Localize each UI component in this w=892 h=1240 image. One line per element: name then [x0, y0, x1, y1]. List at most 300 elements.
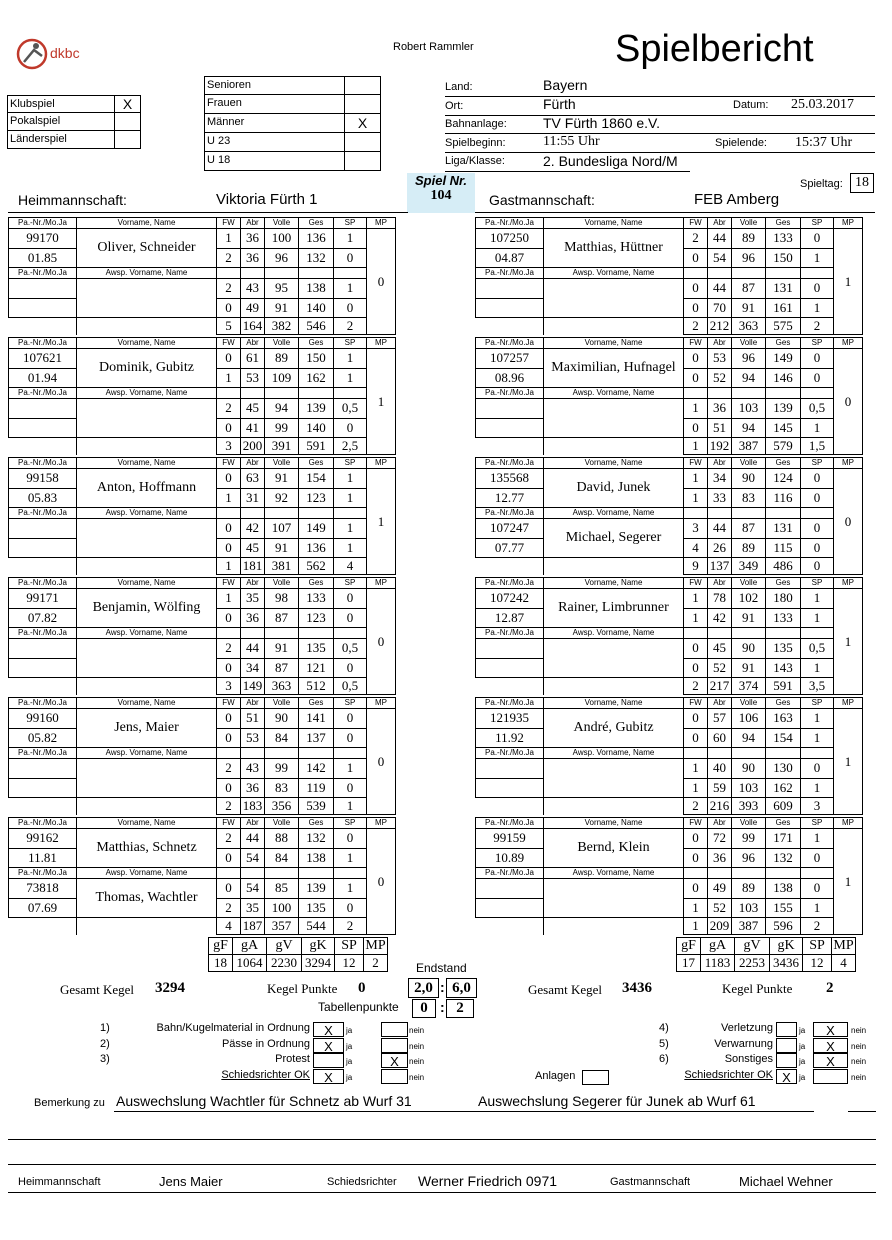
score-cell: 0 [334, 248, 367, 268]
score-cell: 139 [299, 399, 334, 419]
player-block [475, 337, 863, 455]
score-cell: 83 [732, 488, 766, 508]
category-mark [345, 76, 381, 95]
score-cell: 52 [708, 368, 732, 388]
ort-value: Fürth [543, 96, 576, 112]
pass-header: Pa.-Nr./Mo.Ja [9, 218, 77, 229]
score-cell: 1 [334, 538, 367, 558]
pass-header: Pa.-Nr./Mo.Ja [9, 338, 77, 349]
totals-header: gV [735, 938, 770, 955]
score-cell: 0 [217, 418, 241, 438]
player-birth: 11.81 [9, 848, 77, 868]
score-cell: 44 [708, 229, 732, 249]
score-cell: 40 [708, 759, 732, 779]
sub-pass [476, 399, 544, 419]
sub-birth [476, 658, 544, 678]
ort-label: Ort: [445, 100, 464, 112]
player-mp: 0 [367, 589, 396, 695]
score-cell: 36 [241, 229, 265, 249]
sub-birth [9, 778, 77, 798]
score-cell: 1 [801, 418, 834, 438]
total-cell: 192 [708, 438, 732, 455]
endstand-label: Endstand [416, 961, 467, 975]
score-cell: 146 [766, 368, 801, 388]
score-cell: 140 [299, 298, 334, 318]
volle-header: Volle [265, 698, 299, 709]
score-cell: 0 [684, 829, 708, 849]
volle-header: Volle [732, 578, 766, 589]
sub-name-header: Awsp. Vorname, Name [544, 268, 684, 279]
author: Robert Rammler [393, 41, 474, 53]
score-cell: 43 [241, 759, 265, 779]
fw-header: FW [684, 458, 708, 469]
score-cell: 155 [766, 898, 801, 918]
category-mark [345, 95, 381, 114]
player-block [8, 217, 396, 335]
score-cell: 44 [708, 519, 732, 539]
sub-birth [476, 898, 544, 918]
home-team-label: Heimmannschaft: [18, 192, 127, 208]
score-cell: 94 [732, 728, 766, 748]
score-cell: 90 [732, 639, 766, 659]
player-name: Matthias, Hüttner [544, 229, 684, 268]
total-cell: 3 [801, 798, 834, 815]
score-cell: 136 [299, 538, 334, 558]
total-cell: 209 [708, 918, 732, 935]
score-cell: 1 [684, 469, 708, 489]
ja-label: ja [799, 1072, 806, 1082]
sub-name-header: Awsp. Vorname, Name [544, 628, 684, 639]
score-cell: 0 [684, 349, 708, 369]
sp-header: SP [801, 218, 834, 229]
score-cell: 53 [241, 728, 265, 748]
score-cell: 43 [241, 279, 265, 299]
player-mp: 0 [367, 709, 396, 815]
ges-header: Ges [299, 458, 334, 469]
total-cell: 539 [299, 798, 334, 815]
player-birth: 01.94 [9, 368, 77, 388]
total-cell: 356 [265, 798, 299, 815]
total-cell: 137 [708, 558, 732, 575]
score-cell: 132 [299, 829, 334, 849]
info-block [445, 76, 875, 176]
total-cell: 374 [732, 678, 766, 695]
sp-header: SP [334, 218, 367, 229]
score-cell: 60 [708, 728, 732, 748]
remark-text-2: Auswechslung Segerer für Junek ab Wurf 61 [478, 1093, 756, 1109]
check-ja-box: X [776, 1069, 797, 1084]
name-header: Vorname, Name [77, 338, 217, 349]
sub-pass-header: Pa.-Nr./Mo.Ja [9, 508, 77, 519]
score-cell: 2 [217, 639, 241, 659]
score-cell: 78 [708, 589, 732, 609]
ja-label: ja [346, 1072, 353, 1082]
total-cell: 1,5 [801, 438, 834, 455]
score-cell: 3 [684, 519, 708, 539]
total-cell: 9 [684, 558, 708, 575]
totals-header: gA [233, 938, 267, 955]
mp-header: MP [834, 458, 863, 469]
volle-header: Volle [265, 458, 299, 469]
remark-label: Bemerkung zu [34, 1097, 105, 1109]
player-pass: 99158 [9, 469, 77, 489]
ges-header: Ges [299, 218, 334, 229]
score-cell: 1 [334, 879, 367, 899]
sub-name-header: Awsp. Vorname, Name [77, 628, 217, 639]
score-cell: 1 [801, 248, 834, 268]
score-cell: 34 [241, 658, 265, 678]
totals-header: gV [267, 938, 302, 955]
score-cell: 1 [334, 279, 367, 299]
ges-header: Ges [766, 578, 801, 589]
check-label: Schiedsrichter OK [684, 1068, 773, 1081]
sub-birth [9, 298, 77, 318]
sub-pass-header: Pa.-Nr./Mo.Ja [9, 628, 77, 639]
score-cell: 91 [732, 608, 766, 628]
score-cell: 83 [265, 778, 299, 798]
abr-header: Abr [241, 218, 265, 229]
score-cell: 1 [334, 469, 367, 489]
abr-header: Abr [241, 578, 265, 589]
total-cell: 2 [801, 918, 834, 935]
score-cell: 1 [801, 589, 834, 609]
score-cell: 0 [334, 709, 367, 729]
score-cell: 0 [217, 608, 241, 628]
nein-label: nein [851, 1072, 867, 1082]
sub-pass [9, 639, 77, 659]
score-cell: 36 [241, 608, 265, 628]
check-ja-box: X [313, 1038, 344, 1053]
sub-birth [476, 418, 544, 438]
sp-header: SP [801, 698, 834, 709]
ja-label: ja [346, 1041, 353, 1051]
score-cell: 0 [334, 298, 367, 318]
totals-cell: 3436 [770, 955, 803, 972]
mp-header: MP [367, 698, 396, 709]
score-cell: 0 [801, 759, 834, 779]
guest-team-name: FEB Amberg [694, 191, 780, 208]
totals-cell: 1064 [233, 955, 267, 972]
player-pass: 99160 [9, 709, 77, 729]
sp-header: SP [334, 698, 367, 709]
score-cell: 1 [801, 658, 834, 678]
score-cell: 31 [241, 488, 265, 508]
totals-header: MP [833, 938, 854, 953]
total-cell: 393 [732, 798, 766, 815]
score-cell: 0 [801, 488, 834, 508]
score-cell: 150 [299, 349, 334, 369]
name-header: Vorname, Name [544, 818, 684, 829]
score-cell: 95 [265, 279, 299, 299]
player-pass: 99162 [9, 829, 77, 849]
score-cell: 51 [708, 418, 732, 438]
score-cell: 131 [766, 519, 801, 539]
score-cell: 45 [241, 399, 265, 419]
score-cell: 91 [265, 298, 299, 318]
check-nein-box: X [813, 1022, 848, 1037]
total-cell: 217 [708, 678, 732, 695]
beginn-value: 11:55 Uhr [543, 134, 600, 149]
score-cell: 36 [241, 778, 265, 798]
name-header: Vorname, Name [544, 698, 684, 709]
total-cell: 5 [217, 318, 241, 335]
spiel-nr-box [407, 173, 475, 213]
score-cell: 149 [299, 519, 334, 539]
player-mp: 1 [367, 469, 396, 575]
score-cell: 0 [801, 538, 834, 558]
player-mp: 1 [834, 589, 863, 695]
score-cell: 59 [708, 778, 732, 798]
check-number: 5) [659, 1037, 669, 1050]
player-birth: 05.82 [9, 728, 77, 748]
total-cell: 363 [265, 678, 299, 695]
spieltag-label: Spieltag: [800, 178, 843, 190]
check-nein-box: X [813, 1038, 848, 1053]
abr-header: Abr [708, 218, 732, 229]
match-type-mark: X [115, 95, 141, 113]
score-cell: 132 [299, 248, 334, 268]
score-cell: 0 [217, 728, 241, 748]
player-mp: 0 [367, 829, 396, 935]
sub-pass: 73818 [9, 879, 77, 899]
spiel-nr-label: Spiel Nr. [414, 173, 468, 188]
player-block [475, 817, 863, 935]
sub-name-header: Awsp. Vorname, Name [544, 388, 684, 399]
score-cell: 115 [766, 538, 801, 558]
score-cell: 52 [708, 898, 732, 918]
score-cell: 0 [217, 519, 241, 539]
total-cell: 544 [299, 918, 334, 935]
liga-value: 2. Bundesliga Nord/M [543, 153, 678, 169]
score-cell: 133 [299, 589, 334, 609]
check-label: Protest [275, 1053, 310, 1065]
score-cell: 98 [265, 589, 299, 609]
score-cell: 87 [265, 658, 299, 678]
player-name: Anton, Hoffmann [77, 469, 217, 508]
total-cell: 2 [334, 918, 367, 935]
sub-birth [9, 538, 77, 558]
score-cell: 103 [732, 399, 766, 419]
score-cell: 100 [265, 898, 299, 918]
fw-header: FW [217, 698, 241, 709]
score-cell: 63 [241, 469, 265, 489]
sub-name: Michael, Segerer [544, 519, 684, 558]
total-cell: 2 [684, 798, 708, 815]
score-cell: 35 [241, 898, 265, 918]
sub-birth [9, 658, 77, 678]
mp-header: MP [834, 338, 863, 349]
nein-label: nein [409, 1057, 425, 1066]
score-cell: 0 [334, 778, 367, 798]
logo-text: dkbc [50, 45, 80, 61]
score-cell: 88 [265, 829, 299, 849]
ja-label: ja [799, 1041, 806, 1051]
total-cell: 2 [334, 318, 367, 335]
sub-name-header: Awsp. Vorname, Name [544, 868, 684, 879]
sub-name [544, 279, 684, 318]
player-name: Oliver, Schneider [77, 229, 217, 268]
score-cell: 36 [708, 848, 732, 868]
score-cell: 61 [241, 349, 265, 369]
totals-header: SP [335, 938, 364, 955]
score-cell: 135 [299, 898, 334, 918]
name-header: Vorname, Name [544, 578, 684, 589]
total-cell: 381 [265, 558, 299, 575]
sub-pass [476, 279, 544, 299]
ges-header: Ges [299, 698, 334, 709]
pass-header: Pa.-Nr./Mo.Ja [476, 818, 544, 829]
score-cell: 133 [766, 608, 801, 628]
score-cell: 91 [732, 658, 766, 678]
player-mp: 1 [834, 829, 863, 935]
fw-header: FW [217, 578, 241, 589]
check-ja-box [776, 1053, 797, 1068]
score-cell: 42 [241, 519, 265, 539]
score-cell: 1 [684, 589, 708, 609]
score-cell: 0,5 [334, 639, 367, 659]
player-name: Bernd, Klein [544, 829, 684, 868]
score-cell: 52 [708, 658, 732, 678]
endstand-guest: 6,0 [446, 978, 477, 998]
score-cell: 87 [732, 279, 766, 299]
score-cell: 33 [708, 488, 732, 508]
score-cell: 133 [766, 229, 801, 249]
score-cell: 1 [684, 778, 708, 798]
score-cell: 1 [684, 898, 708, 918]
sub-pass-header: Pa.-Nr./Mo.Ja [9, 868, 77, 879]
sub-pass [476, 759, 544, 779]
score-cell: 0 [801, 519, 834, 539]
pass-header: Pa.-Nr./Mo.Ja [476, 338, 544, 349]
totals-header: gF [209, 938, 233, 955]
score-cell: 149 [766, 349, 801, 369]
score-cell: 96 [732, 848, 766, 868]
score-cell: 2 [217, 399, 241, 419]
player-birth: 07.82 [9, 608, 77, 628]
fw-header: FW [684, 818, 708, 829]
sub-birth: 07.69 [9, 898, 77, 918]
score-cell: 0 [334, 589, 367, 609]
guest-kp-label: Kegel Punkte [722, 981, 793, 996]
anlagen-box [582, 1070, 609, 1085]
category-label: U 23 [204, 133, 345, 152]
sig-guest-name: Michael Wehner [739, 1174, 833, 1189]
fw-header: FW [217, 818, 241, 829]
score-cell: 34 [708, 469, 732, 489]
category-mark [345, 133, 381, 152]
check-number: 4) [659, 1022, 669, 1034]
score-cell: 35 [241, 589, 265, 609]
score-cell: 161 [766, 298, 801, 318]
sub-pass-header: Pa.-Nr./Mo.Ja [476, 748, 544, 759]
sp-header: SP [334, 578, 367, 589]
total-cell: 391 [265, 438, 299, 455]
anlagen-label: Anlagen [535, 1070, 576, 1082]
score-cell: 1 [684, 608, 708, 628]
score-cell: 36 [241, 248, 265, 268]
sub-birth: 07.77 [476, 538, 544, 558]
name-header: Vorname, Name [544, 218, 684, 229]
total-cell: 181 [241, 558, 265, 575]
total-cell: 183 [241, 798, 265, 815]
sub-name-header: Awsp. Vorname, Name [77, 748, 217, 759]
sub-pass-header: Pa.-Nr./Mo.Ja [476, 868, 544, 879]
volle-header: Volle [265, 218, 299, 229]
ges-header: Ges [299, 578, 334, 589]
ende-value: 15:37 Uhr [795, 135, 853, 150]
score-cell: 162 [766, 778, 801, 798]
player-block [8, 817, 396, 935]
score-cell: 57 [708, 709, 732, 729]
score-cell: 1 [684, 759, 708, 779]
total-cell: 512 [299, 678, 334, 695]
player-name: André, Gubitz [544, 709, 684, 748]
score-cell: 0 [801, 229, 834, 249]
ja-label: ja [799, 1057, 806, 1066]
score-cell: 1 [217, 488, 241, 508]
ges-header: Ges [299, 338, 334, 349]
name-header: Vorname, Name [544, 458, 684, 469]
check-label: Pässe in Ordnung [221, 1037, 310, 1050]
score-cell: 0 [684, 279, 708, 299]
sub-birth [9, 418, 77, 438]
score-cell: 0 [217, 709, 241, 729]
score-cell: 0 [334, 608, 367, 628]
score-cell: 0 [801, 848, 834, 868]
nein-label: nein [409, 1026, 425, 1035]
sub-pass-header: Pa.-Nr./Mo.Ja [476, 268, 544, 279]
check-number: 2) [100, 1037, 110, 1050]
score-cell: 44 [241, 829, 265, 849]
score-cell: 1 [217, 589, 241, 609]
score-cell: 1 [801, 709, 834, 729]
score-cell: 171 [766, 829, 801, 849]
sub-pass-header: Pa.-Nr./Mo.Ja [9, 268, 77, 279]
sub-pass-header: Pa.-Nr./Mo.Ja [476, 388, 544, 399]
sub-name-header: Awsp. Vorname, Name [77, 508, 217, 519]
mp-header: MP [367, 218, 396, 229]
score-cell: 0 [334, 728, 367, 748]
totals-header: gF [677, 938, 701, 955]
sub-name [544, 639, 684, 678]
score-cell: 135 [766, 639, 801, 659]
total-cell: 1 [684, 918, 708, 935]
player-mp: 0 [834, 469, 863, 575]
home-team-name: Viktoria Fürth 1 [216, 191, 318, 208]
total-cell: 579 [766, 438, 801, 455]
score-cell: 96 [732, 349, 766, 369]
score-cell: 0 [801, 279, 834, 299]
score-cell: 131 [766, 279, 801, 299]
totals-cell: 4 [832, 955, 856, 972]
abr-header: Abr [241, 818, 265, 829]
score-cell: 1 [334, 519, 367, 539]
player-mp: 1 [834, 709, 863, 815]
check-number: 1) [100, 1022, 110, 1034]
sub-pass-header: Pa.-Nr./Mo.Ja [476, 628, 544, 639]
guest-team-label: Gastmannschaft: [489, 192, 595, 208]
remark-text-1: Auswechslung Wachtler für Schnetz ab Wurf 31 [116, 1093, 412, 1109]
score-cell: 2 [684, 229, 708, 249]
mp-header: MP [834, 698, 863, 709]
mp-header: MP [834, 578, 863, 589]
sub-pass-header: Pa.-Nr./Mo.Ja [9, 748, 77, 759]
check-nein-box [813, 1069, 848, 1084]
datum-label: Datum: [733, 99, 769, 111]
pass-header: Pa.-Nr./Mo.Ja [9, 578, 77, 589]
score-cell: 135 [299, 639, 334, 659]
score-cell: 0 [217, 349, 241, 369]
